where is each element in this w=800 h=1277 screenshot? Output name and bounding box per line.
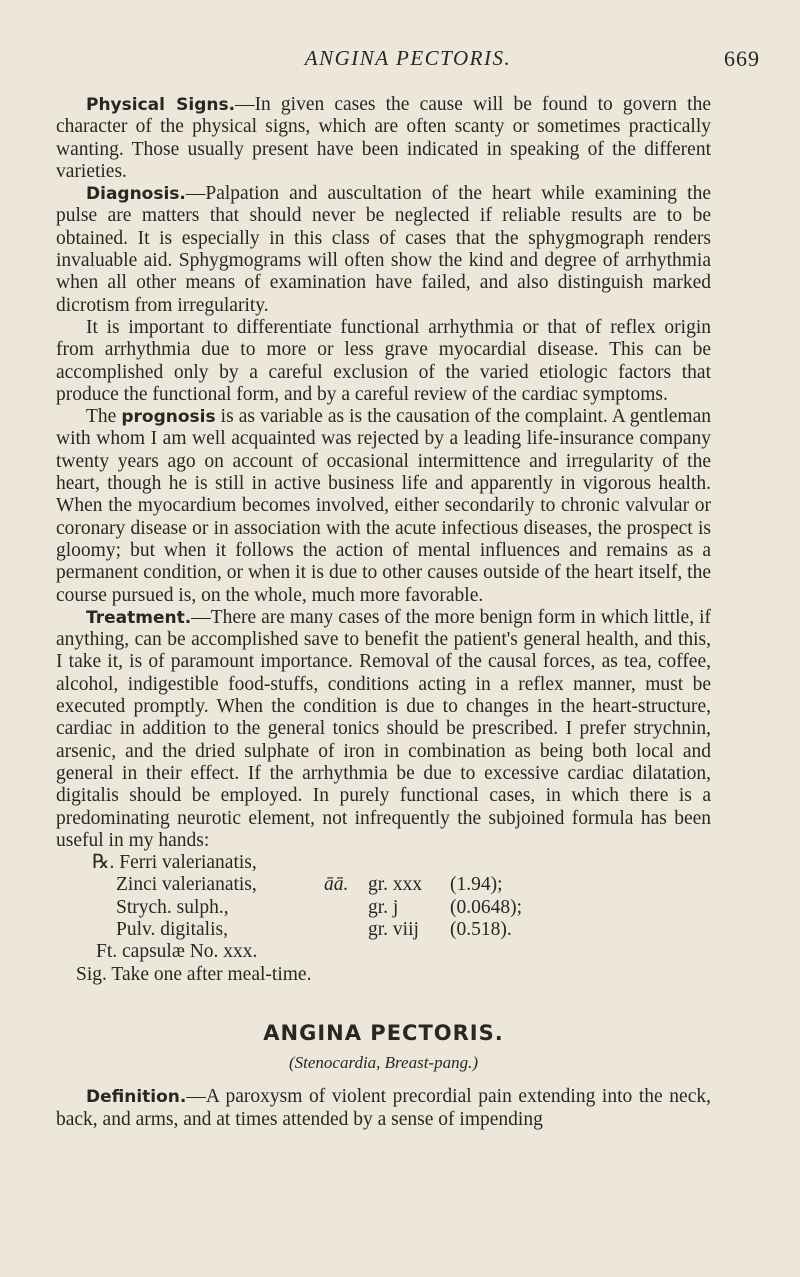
- prescription-row: [116, 874, 711, 896]
- paragraph-diagnosis: [56, 183, 711, 317]
- heading-treatment: Treatment.: [86, 607, 192, 628]
- paragraph-pre: The: [86, 406, 122, 428]
- section-title: ANGINA PECTORIS.: [263, 1020, 504, 1045]
- heading-prognosis: prognosis: [121, 407, 216, 428]
- prescription-aa: [324, 897, 368, 919]
- page-body: [56, 94, 711, 1131]
- paragraph-text: —There are many cases of the more benign form in which little, if anything, can be accomplished save to benefit the patient's general health, and this, I take it, is of paramount importance. Removal of the causal forces, as tea, coffee, alcohol, indigestible food-stuffs, conditions acting in a reflex manner, must be executed promptly. When the condition is due to changes in the heart-structure, cardiac in addition to the general tonics should be prescribed. I prefer strychnin, arsenic, and the dried sulphate of iron in combination as being both local and general in their effect. If the arrhythmia be due to excessive cardiac dilatation, digitalis should be employed. In purely functional cases, in which there is a predominating neurotic element, not infrequently the subjoined formula has been useful in my hands:: [56, 606, 711, 851]
- definition-block: [56, 1086, 711, 1131]
- prescription-row: [116, 919, 711, 941]
- prescription-aa: [324, 919, 368, 941]
- prescription-drug: ℞. Ferri valerianatis,: [92, 852, 257, 874]
- paragraph-definition: [56, 1086, 711, 1131]
- prescription-dose: [368, 852, 422, 874]
- paragraph-text: It is important to differentiate functional arrhythmia or that of reflex origin from arrhythmia due to more or less grave myocardial disease. This can be accomplished only by a careful exclusion of the varied etiologic factors that produce the functional form, and by a careful review of the cardiac symptoms.: [56, 316, 711, 405]
- page-number: 669: [724, 46, 760, 71]
- prescription-dose: gr. viij: [368, 918, 419, 940]
- paragraph-treatment: [56, 607, 711, 852]
- prescription-drug: Pulv. digitalis,: [116, 918, 228, 940]
- prescription-ft: Ft. capsulæ No. xxx.: [96, 941, 258, 963]
- heading-diagnosis: Diagnosis.: [86, 184, 186, 205]
- heading-definition: Definition.: [86, 1087, 187, 1108]
- paragraph-prognosis: [56, 406, 711, 607]
- paragraph-text: —In given cases the cause will be found to govern the character of the physical signs, which are often scanty or sometimes practically wanting. Those usually present have been indicated in speaking of the different varieties.: [56, 94, 711, 182]
- prescription-metric: (0.0648);: [450, 896, 523, 918]
- paragraph-physical-signs: [56, 94, 711, 183]
- prescription-row: [92, 852, 711, 874]
- prescription-row: [116, 897, 711, 919]
- prescription-metric: (0.518).: [450, 918, 512, 940]
- paragraph-text: is as variable as is the causation of the complaint. A gentleman with whom I am well acquainted was rejected by a leading life-insurance company twenty years ago on account of occasional intermittence and irregularity of the heart, though he is still in active business life and apparently in vigorous health. When the myocardium becomes involved, either secondarily to chronic valvular or coronary disease or in association with the acute infectious diseases, the prospect is gloomy; but when it follows the action of mental influences and remains as a permanent condition, or when it is due to other causes outside of the heart itself, the course pursued is, on the whole, much more favorable.: [56, 406, 712, 606]
- prescription-dose: gr. xxx: [368, 874, 423, 896]
- page-header: [56, 46, 760, 76]
- heading-physical-signs: Physical Signs.: [86, 95, 236, 115]
- section-subtitle: (Stenocardia, Breast-pang.): [288, 1053, 478, 1073]
- prescription-dose: gr. j: [368, 896, 399, 918]
- prescription-drug: Strych. sulph.,: [116, 896, 229, 918]
- paragraph-text: —A paroxysm of violent precordial pain extending into the neck, back, and arms, and at times attended by a sense of impending: [56, 1086, 711, 1130]
- prescription-metric: (1.94);: [450, 874, 503, 896]
- running-head: ANGINA PECTORIS.: [304, 46, 512, 70]
- paragraph-differentiation: [56, 317, 711, 406]
- paragraph-text: —Palpation and auscultation of the heart while examining the pulse are matters that should never be neglected if reliable results are to be obtained. It is especially in this class of cases that the sphygmograph renders invaluable aid. Sphygmograms will often show the kind and degree of arrhythmia when all other means of examination have failed, and also distinguish marked dicrotism from irregularity.: [56, 183, 711, 316]
- prescription-aa: [324, 852, 368, 874]
- prescription-sig: Sig. Take one after meal-time.: [76, 963, 312, 985]
- prescription: [76, 852, 711, 986]
- prescription-drug: Zinci valerianatis,: [116, 874, 257, 896]
- prescription-aa: āā.: [324, 874, 349, 896]
